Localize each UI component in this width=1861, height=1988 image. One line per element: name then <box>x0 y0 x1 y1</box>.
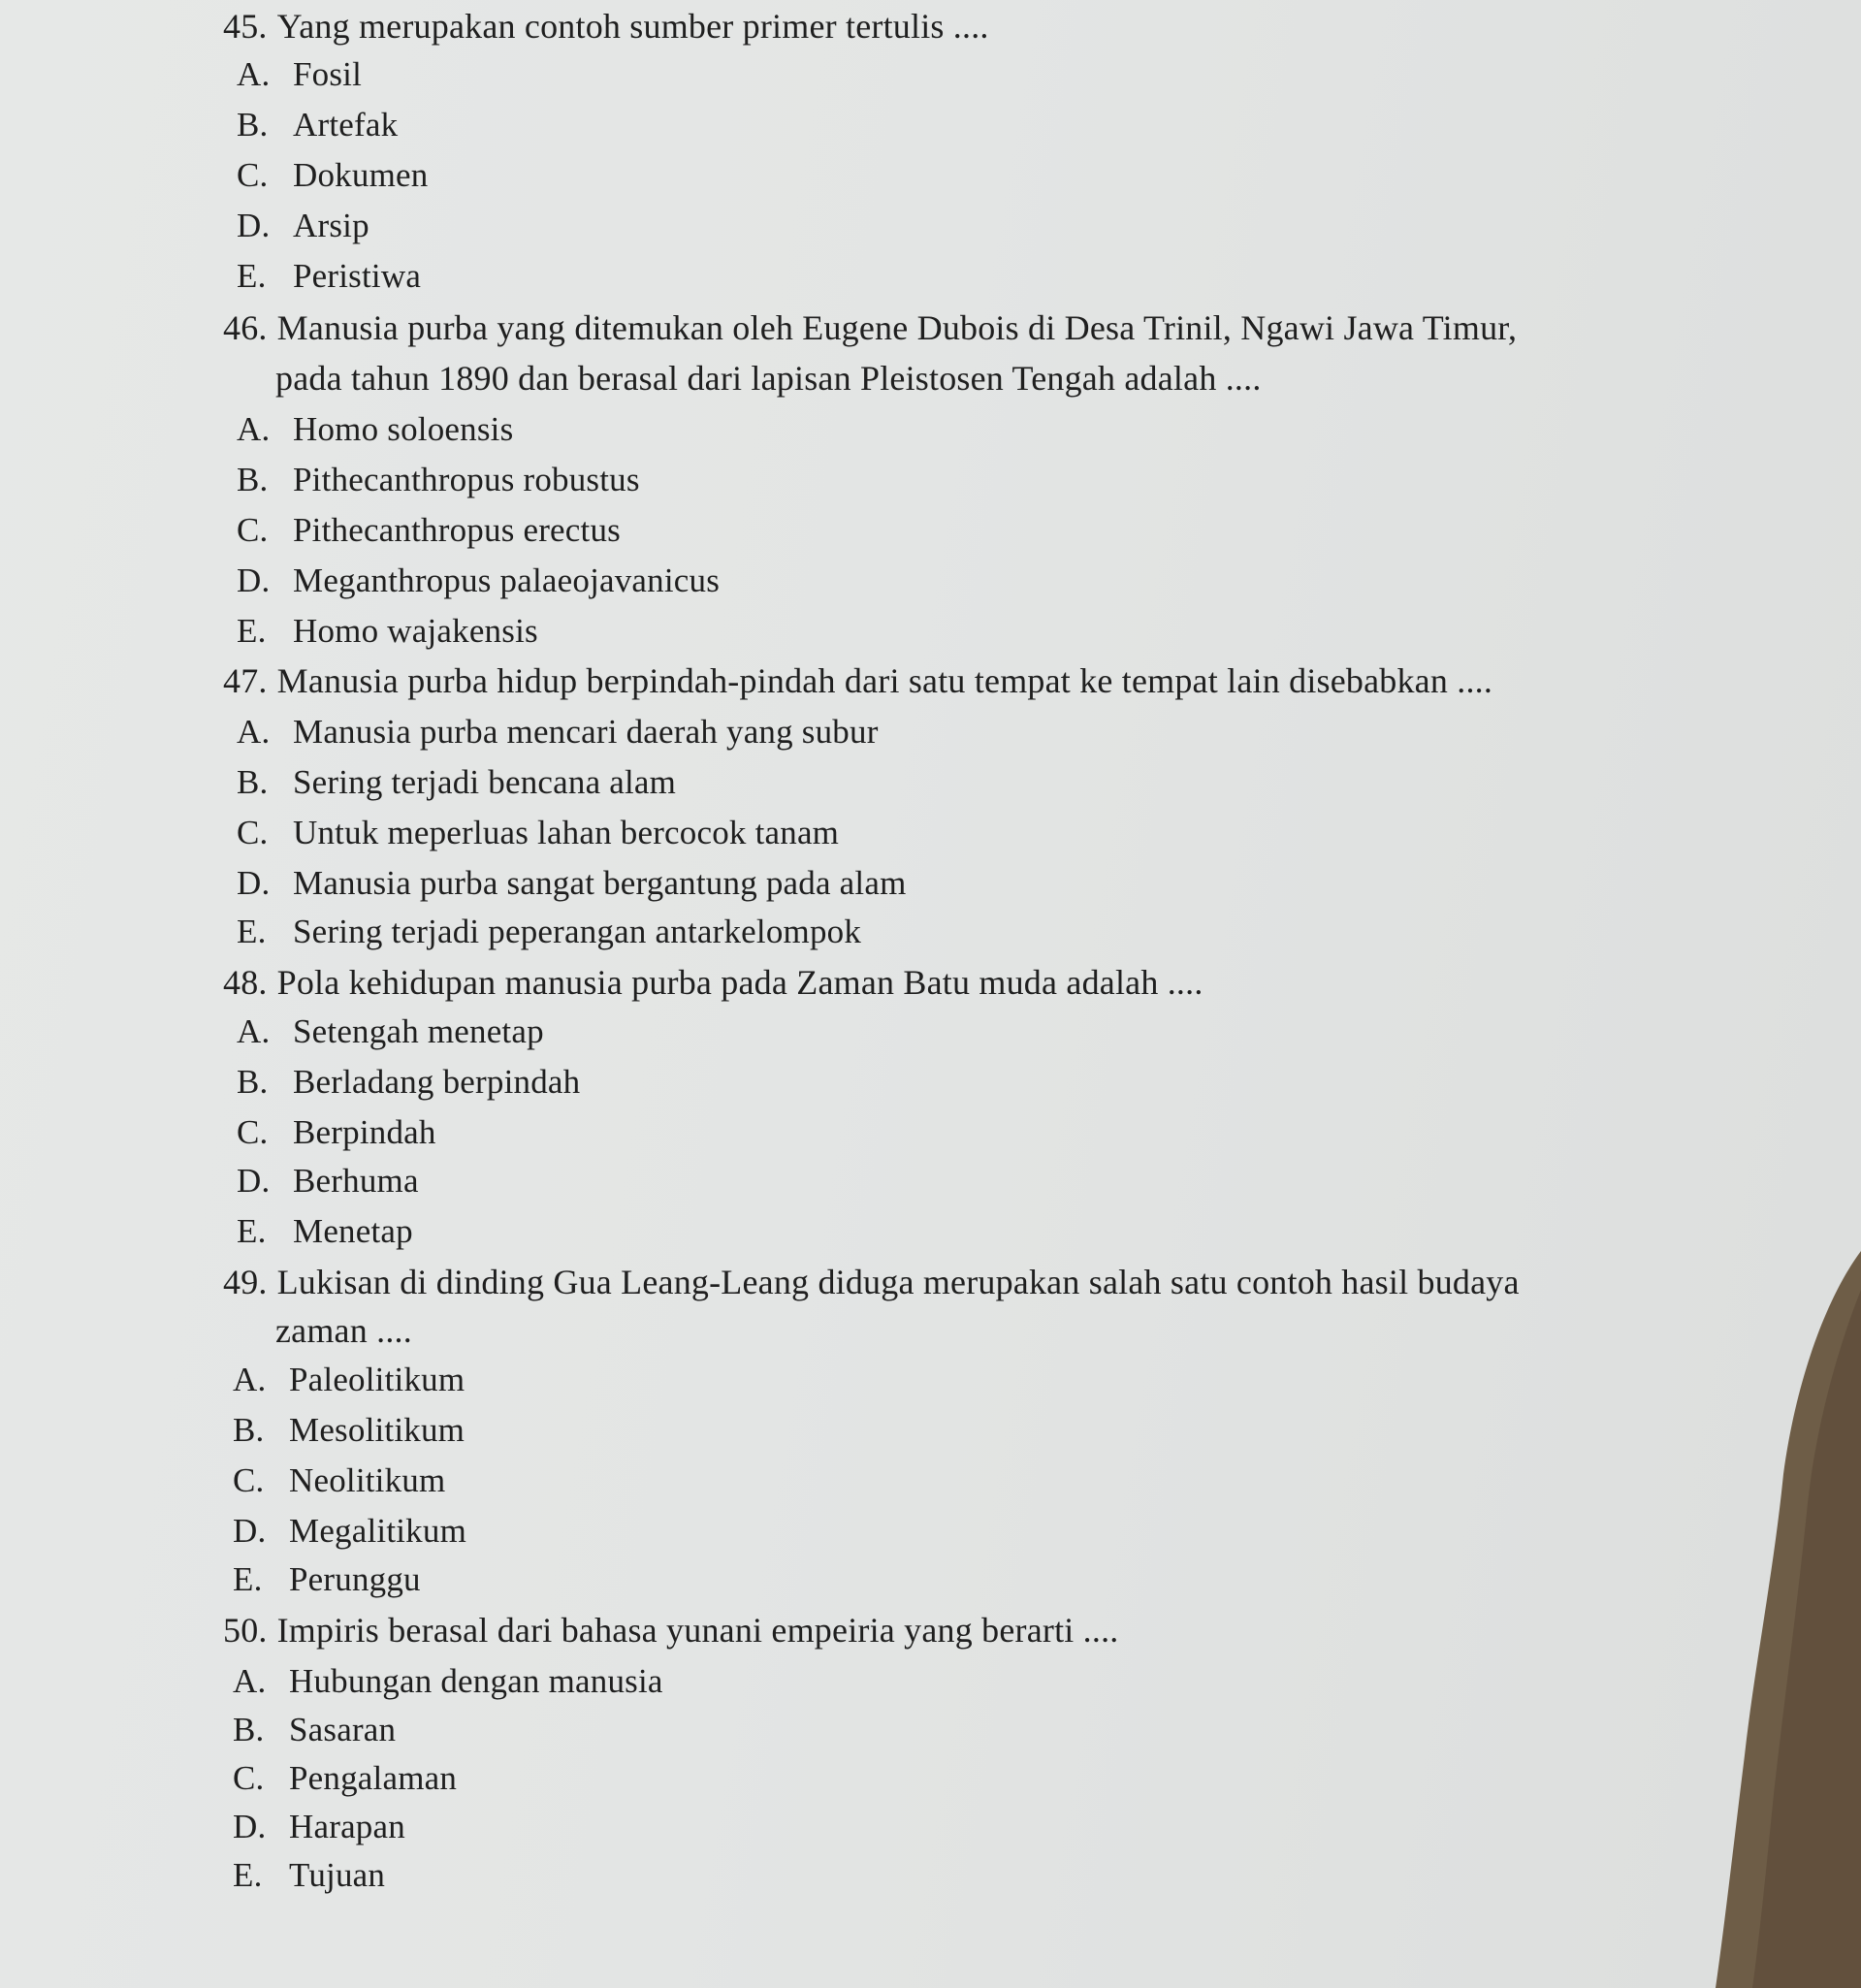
option-letter: E. <box>237 1212 267 1250</box>
option-text: Hubungan dengan manusia <box>289 1662 663 1700</box>
option-letter: E. <box>233 1856 263 1894</box>
answer-option <box>233 1461 445 1500</box>
option-text: Mesolitikum <box>289 1411 465 1449</box>
option-text: Artefak <box>293 106 399 144</box>
option-text: Menetap <box>293 1212 413 1250</box>
option-letter: D. <box>237 207 271 244</box>
option-letter: C. <box>233 1759 265 1797</box>
answer-option <box>233 1808 405 1846</box>
option-letter: A. <box>237 713 271 751</box>
option-letter: E. <box>237 612 267 650</box>
answer-option <box>237 1212 413 1251</box>
option-letter: E. <box>237 257 267 295</box>
option-text: Arsip <box>293 207 369 244</box>
answer-option <box>237 55 362 94</box>
answer-option <box>237 410 513 449</box>
option-text: Manusia purba sangat bergantung pada alam <box>293 864 907 902</box>
answer-option <box>237 561 720 600</box>
answer-option <box>237 1012 544 1051</box>
option-letter: B. <box>237 1063 269 1101</box>
option-letter: C. <box>237 814 269 851</box>
option-letter: E. <box>233 1560 263 1598</box>
option-letter: A. <box>233 1361 267 1398</box>
question-50 <box>223 1611 1118 1650</box>
question-text: Manusia purba yang ditemukan oleh Eugene Dubois di Desa Trinil, Ngawi Jawa Timur, <box>276 308 1518 347</box>
question-47 <box>223 661 1492 700</box>
option-letter: D. <box>233 1512 267 1550</box>
option-text: Fosil <box>293 55 363 93</box>
answer-option <box>233 1560 421 1599</box>
option-letter: C. <box>233 1461 265 1499</box>
answer-option <box>233 1361 465 1399</box>
option-letter: C. <box>237 1113 269 1151</box>
answer-option <box>237 257 421 296</box>
option-text: Peristiwa <box>293 257 422 295</box>
option-letter: B. <box>233 1411 265 1449</box>
question-text: Lukisan di dinding Gua Leang-Leang diduga merupakan salah satu contoh hasil budaya <box>276 1263 1520 1301</box>
option-text: Homo soloensis <box>293 410 514 448</box>
question-number: 47. <box>223 661 268 700</box>
finger-shadow <box>1706 1251 1861 1988</box>
option-letter: A. <box>233 1662 267 1700</box>
question-text: Manusia purba hidup berpindah-pindah dari satu tempat ke tempat lain disebabkan .... <box>276 661 1493 700</box>
question-49 <box>223 1263 1520 1301</box>
option-text: Setengah menetap <box>293 1012 544 1050</box>
question-text-continued: zaman .... <box>275 1311 412 1350</box>
option-letter: D. <box>237 561 271 599</box>
answer-option <box>237 763 676 802</box>
answer-option <box>233 1662 663 1701</box>
option-text: Pithecanthropus robustus <box>293 461 640 498</box>
answer-option <box>237 461 640 499</box>
option-text: Neolitikum <box>289 1461 446 1499</box>
answer-option <box>233 1411 465 1450</box>
option-letter: B. <box>237 106 269 144</box>
answer-option <box>233 1856 385 1895</box>
answer-option <box>233 1711 396 1749</box>
answer-option <box>237 1063 580 1102</box>
option-text: Pithecanthropus erectus <box>293 511 621 549</box>
option-text: Tujuan <box>289 1856 386 1894</box>
option-letter: A. <box>237 410 271 448</box>
answer-option <box>237 106 398 144</box>
option-text: Meganthropus palaeojavanicus <box>293 561 721 599</box>
option-letter: C. <box>237 511 269 549</box>
question-number: 49. <box>223 1263 268 1301</box>
option-letter: C. <box>237 156 269 194</box>
option-text: Sering terjadi peperangan antarkelompok <box>293 913 862 950</box>
answer-option <box>237 207 369 245</box>
option-text: Berhuma <box>293 1162 419 1200</box>
question-text: Yang merupakan contoh sumber primer tertulis .... <box>276 7 989 46</box>
option-text: Dokumen <box>293 156 429 194</box>
option-text: Sasaran <box>289 1711 397 1748</box>
answer-option <box>237 156 428 195</box>
option-letter: A. <box>237 1012 271 1050</box>
option-text: Perunggu <box>289 1560 421 1598</box>
option-text: Pengalaman <box>289 1759 458 1797</box>
answer-option <box>237 864 907 903</box>
answer-option <box>237 612 538 651</box>
question-text: Impiris berasal dari bahasa yunani empeiria yang berarti .... <box>276 1611 1119 1650</box>
question-number: 45. <box>223 7 268 46</box>
question-48 <box>223 963 1203 1002</box>
question-45 <box>223 7 989 46</box>
answer-option <box>237 511 621 550</box>
question-46 <box>223 308 1517 347</box>
option-text: Homo wajakensis <box>293 612 538 650</box>
question-text-continued: pada tahun 1890 dan berasal dari lapisan Pleistosen Tengah adalah .... <box>275 359 1262 398</box>
option-text: Berpindah <box>293 1113 436 1151</box>
question-number: 50. <box>223 1611 268 1650</box>
option-letter: B. <box>237 763 269 801</box>
question-number: 48. <box>223 963 268 1002</box>
option-text: Sering terjadi bencana alam <box>293 763 677 801</box>
answer-option <box>237 913 861 951</box>
answer-option <box>233 1512 466 1551</box>
option-text: Megalitikum <box>289 1512 467 1550</box>
answer-option <box>237 713 879 752</box>
option-letter: D. <box>233 1808 267 1845</box>
option-text: Berladang berpindah <box>293 1063 581 1101</box>
option-text: Manusia purba mencari daerah yang subur <box>293 713 879 751</box>
option-text: Harapan <box>289 1808 405 1845</box>
option-letter: A. <box>237 55 271 93</box>
answer-option <box>237 814 839 852</box>
option-letter: D. <box>237 1162 271 1200</box>
option-letter: B. <box>237 461 269 498</box>
option-letter: D. <box>237 864 271 902</box>
option-text: Paleolitikum <box>289 1361 465 1398</box>
question-text: Pola kehidupan manusia purba pada Zaman Batu muda adalah .... <box>276 963 1203 1002</box>
answer-option <box>233 1759 457 1798</box>
answer-option <box>237 1113 436 1152</box>
answer-option <box>237 1162 419 1201</box>
option-letter: E. <box>237 913 267 950</box>
option-letter: B. <box>233 1711 265 1748</box>
option-text: Untuk meperluas lahan bercocok tanam <box>293 814 840 851</box>
question-number: 46. <box>223 308 268 347</box>
